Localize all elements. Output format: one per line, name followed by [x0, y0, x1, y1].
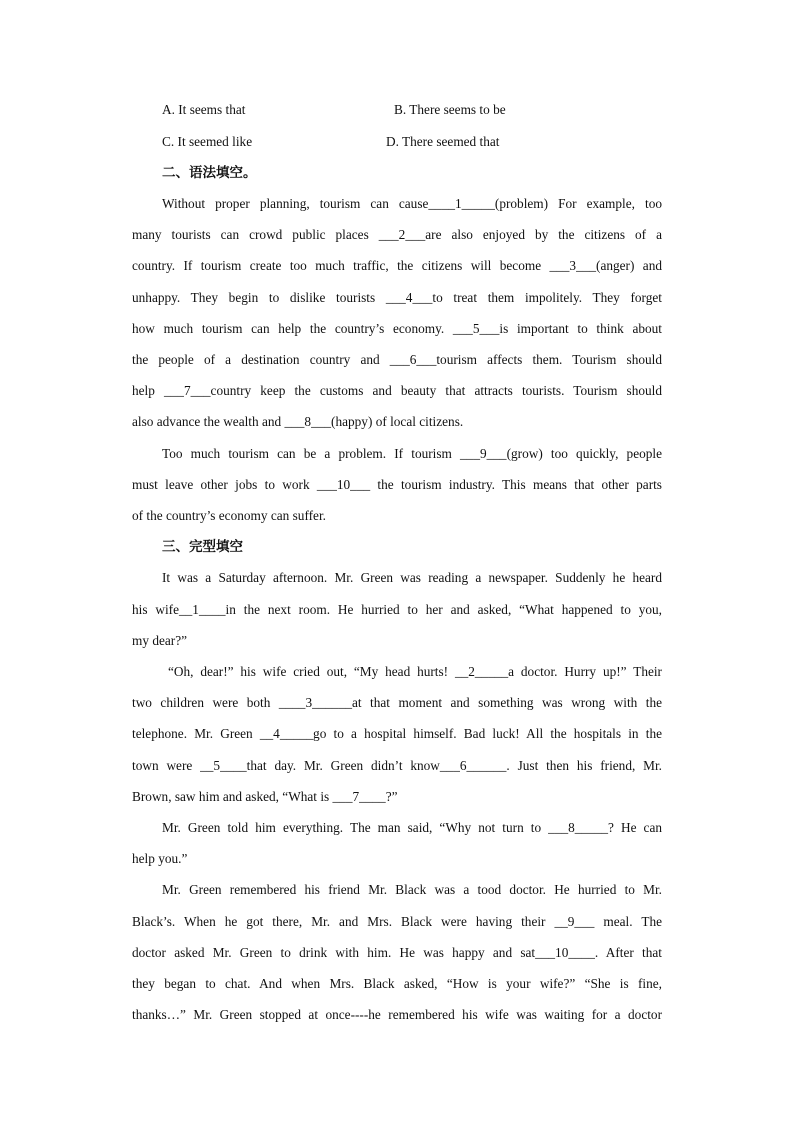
grammar-line-1: Without proper planning, tourism can cause____1_____(problem) For example, too [162, 196, 662, 211]
cloze-line-5: two children were both ____3______at that moment and something was wrong with the [132, 695, 662, 710]
cloze-line-15: thanks…” Mr. Green stopped at once----he remembered his wife was waiting for a doctor [132, 1007, 662, 1022]
cloze-line-3: my dear?” [132, 633, 187, 648]
option-d: D. There seemed that [386, 134, 500, 149]
cloze-line-8: Brown, saw him and asked, “What is ___7____?” [132, 789, 398, 804]
grammar-line-10: must leave other jobs to work ___10___ the tourism industry. This means that other parts [132, 477, 662, 492]
grammar-line-9: Too much tourism can be a problem. If tourism ___9___(grow) too quickly, people [162, 446, 662, 461]
cloze-line-2: his wife__1____in the next room. He hurried to her and asked, “What happened to you, [132, 602, 662, 617]
grammar-line-11: of the country’s economy can suffer. [132, 508, 326, 523]
cloze-line-11: Mr. Green remembered his friend Mr. Black was a tood doctor. He hurried to Mr. [162, 882, 662, 897]
grammar-line-4: unhappy. They begin to dislike tourists ___4___to treat them impolitely. They forget [132, 290, 662, 305]
section-heading-grammar: 二、语法填空。 [162, 165, 257, 181]
section-heading-cloze: 三、完型填空 [162, 539, 243, 555]
option-a: A. It seems that [162, 102, 246, 117]
cloze-line-12: Black’s. When he got there, Mr. and Mrs. Black were having their __9___ meal. The [132, 914, 662, 929]
option-b: B. There seems to be [394, 102, 506, 117]
cloze-line-10: help you.” [132, 851, 188, 866]
grammar-line-5: how much tourism can help the country’s economy. ___5___is important to think about [132, 321, 662, 336]
grammar-line-3: country. If tourism create too much traffic, the citizens will become ___3___(anger) and [132, 258, 662, 273]
grammar-line-8: also advance the wealth and ___8___(happy) of local citizens. [132, 414, 464, 429]
cloze-line-1: It was a Saturday afternoon. Mr. Green was reading a newspaper. Suddenly he heard [162, 570, 662, 585]
cloze-line-4: “Oh, dear!” his wife cried out, “My head hurts! __2_____a doctor. Hurry up!” Their [168, 664, 662, 679]
cloze-line-9: Mr. Green told him everything. The man said, “Why not turn to ___8_____? He can [162, 820, 662, 835]
cloze-line-14: they began to chat. And when Mrs. Black asked, “How is your wife?” “She is fine, [132, 976, 662, 991]
option-c: C. It seemed like [162, 134, 253, 149]
cloze-line-7: town were __5____that day. Mr. Green didn’t know___6______. Just then his friend, Mr. [132, 758, 662, 773]
grammar-line-2: many tourists can crowd public places ___2___are also enjoyed by the citizens of a [132, 227, 662, 242]
grammar-line-6: the people of a destination country and ___6___tourism affects them. Tourism should [132, 352, 662, 367]
cloze-line-6: telephone. Mr. Green __4_____go to a hospital himself. Bad luck! All the hospitals in the [132, 726, 662, 741]
cloze-line-13: doctor asked Mr. Green to drink with him. He was happy and sat___10____. After that [132, 945, 662, 960]
grammar-line-7: help ___7___country keep the customs and beauty that attracts tourists. Tourism should [132, 383, 662, 398]
